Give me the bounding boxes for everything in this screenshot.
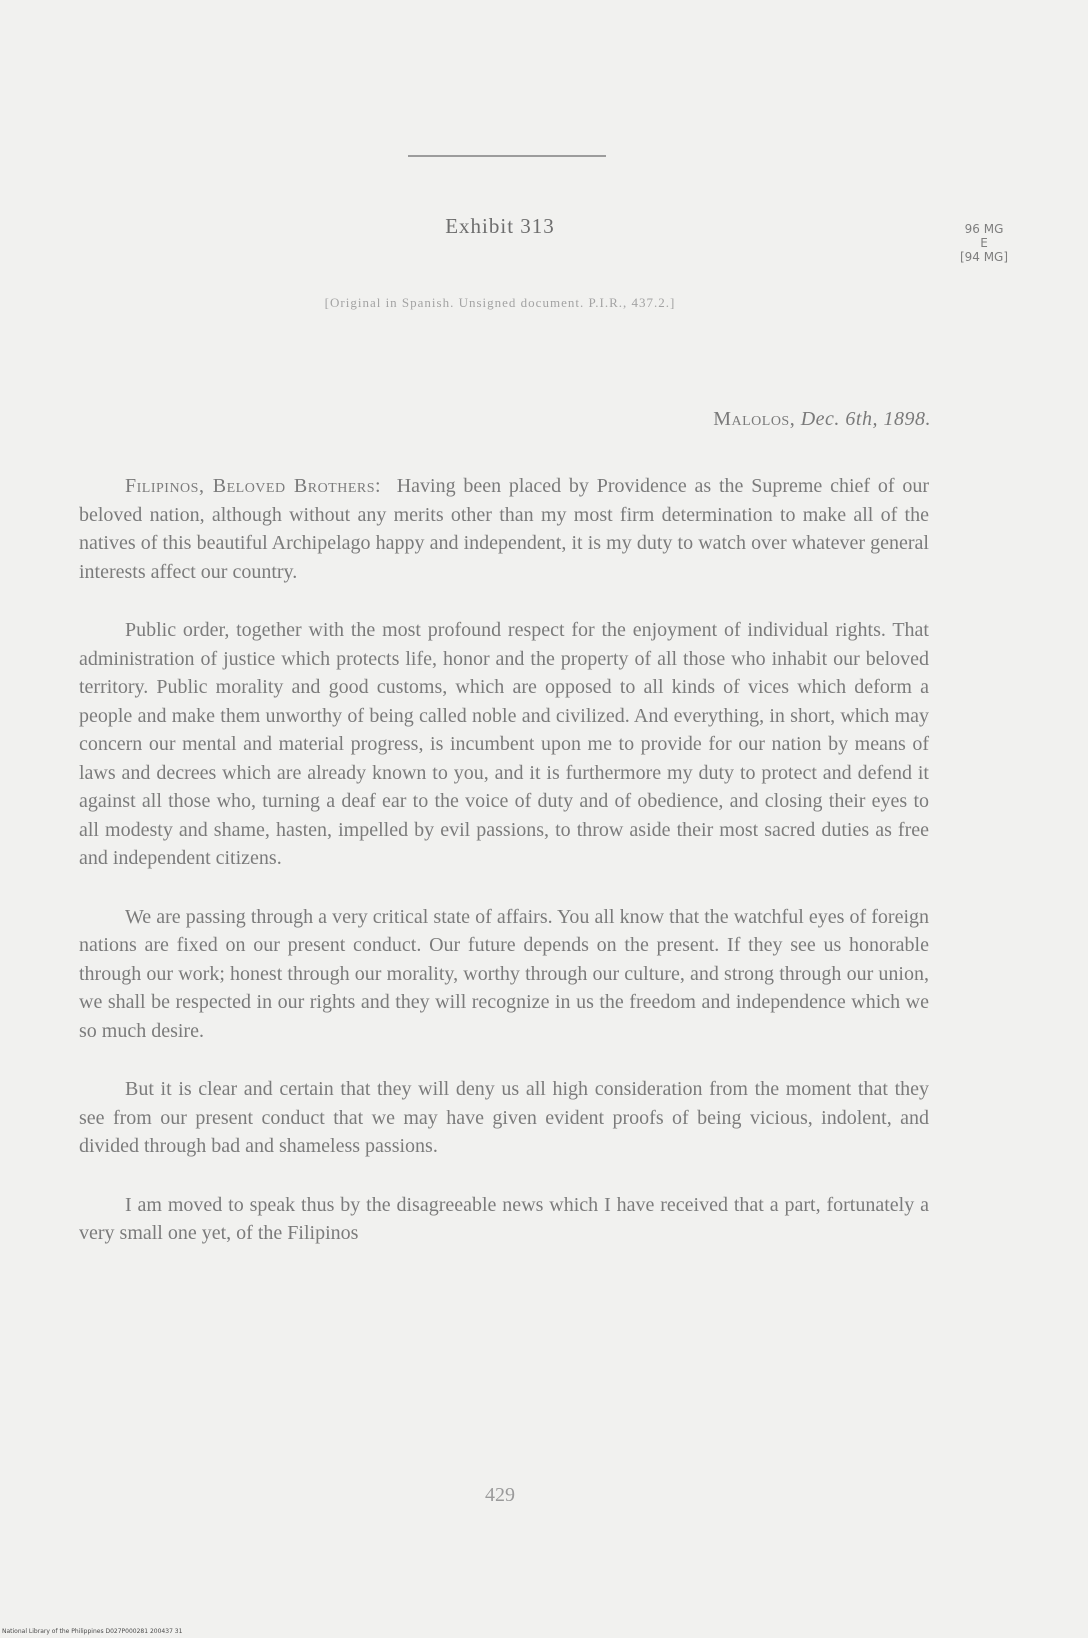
paragraph: We are passing through a very critical state of affairs. You all know that the watchful eyes of foreign nations are fixed on our present conduct. Our future depends on the present. If they see us honorable through our work; honest through our morality, worthy through our culture, and strong through our union, we shall be respected in our rights and they will recognize in us the freedom and independence which we so much desire.	[79, 905, 929, 1042]
margin-note-line: 96 MG	[964, 222, 1004, 236]
page-number: 429	[485, 1484, 515, 1506]
paragraph-text: Having been placed by Providence as the Supreme chief of our beloved nation, although without any merits other than my most firm determination to make all of the natives of this beautiful Archipelago happy and independent, it is my duty to watch over whatever general interests affect our country.	[79, 475, 929, 583]
paragraph: But it is clear and certain that they will deny us all high consideration from the moment that they see from our present conduct that we may have given evident proofs of being vicious, indolent, and divided through bad and shameless passions.	[79, 1078, 929, 1157]
source-note: [Original in Spanish. Unsigned document. P.I.R., 437.2.]	[324, 295, 676, 310]
top-rule	[408, 155, 606, 157]
dateline	[713, 408, 931, 431]
dateline-date: Dec. 6th, 1898.	[800, 408, 931, 430]
paragraph: Public order, together with the most profound respect for the enjoyment of individual rights. That administration of justice which protects life, honor and the property of all those who inhabit our beloved territory. Public morality and good customs, which are opposed to all kinds of vices which deform a people and make them unworthy of being called noble and civilized. And everything, in short, which may concern our mental and material progress, is incumbent upon me to provide for our nation by means of laws and decrees which are already known to you, and it is furthermore my duty to protect and defend it against all those who, turning a deaf ear to the voice of duty and of obedience, and closing their eyes to all modesty and shame, hasten, impelled by evil passions, to throw aside their most sacred duties as free and independent citizens.	[79, 619, 929, 869]
margin-note-line: E	[980, 236, 988, 250]
exhibit-title: Exhibit 313	[445, 214, 555, 238]
margin-note	[944, 222, 1024, 264]
letter-body	[79, 472, 929, 1248]
paragraph: I am moved to speak thus by the disagreeable news which I have received that a part, fortunately a very small one yet, of the Filipinos	[79, 1193, 929, 1244]
paragraph	[79, 472, 929, 586]
salutation: Filipinos, Beloved Brothers:	[125, 475, 382, 497]
footer-credit: National Library of the Philippines D027P000281 200437 31	[2, 1628, 183, 1635]
margin-note-line: [94 MG]	[959, 250, 1009, 264]
dateline-place: Malolos,	[713, 408, 796, 430]
